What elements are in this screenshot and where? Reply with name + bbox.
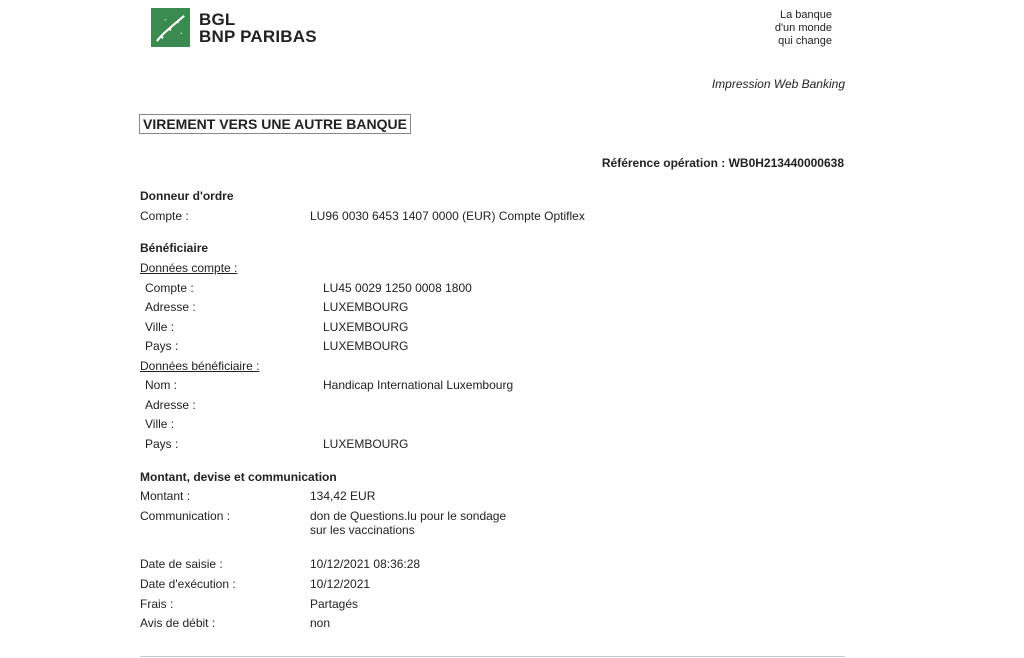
- benef-pays2-value: LUXEMBOURG: [323, 437, 409, 451]
- benef-ville2-label: Ville :: [145, 417, 175, 431]
- montant-value: 134,42 EUR: [310, 489, 376, 503]
- communication-line-2: sur les vaccinations: [310, 523, 415, 537]
- benef-pays-label: Pays :: [145, 339, 179, 353]
- bgl-logo: [151, 8, 317, 47]
- tagline-line-1: La banque: [780, 9, 832, 21]
- avis-debit-label: Avis de débit :: [140, 616, 216, 630]
- date-execution-value: 10/12/2021: [310, 577, 371, 591]
- beneficiaire-heading: Bénéficiaire: [140, 241, 209, 255]
- tagline: [775, 9, 832, 48]
- benef-nom-label: Nom :: [145, 378, 178, 392]
- date-saisie-value: 10/12/2021 08:36:28: [310, 557, 421, 571]
- benef-ville-value: LUXEMBOURG: [323, 320, 409, 334]
- donneur-compte-label: Compte :: [140, 209, 189, 223]
- benef-compte-value: LU45 0029 1250 0008 1800: [323, 281, 472, 295]
- tagline-line-2: d'un monde: [774, 22, 832, 34]
- communication-value: [310, 509, 506, 537]
- bottom-divider: [140, 656, 845, 657]
- frais-value: Partagés: [310, 597, 359, 611]
- benef-pays2-label: Pays :: [145, 437, 179, 451]
- montant-label: Montant :: [140, 489, 191, 503]
- montant-heading: Montant, devise et communication: [140, 470, 337, 484]
- frais-label: Frais :: [140, 597, 174, 611]
- donnees-compte-heading: Données compte :: [140, 261, 238, 275]
- benef-ville-label: Ville :: [145, 320, 175, 334]
- benef-pays-value: LUXEMBOURG: [323, 339, 409, 353]
- date-saisie-label: Date de saisie :: [140, 557, 223, 571]
- benef-adresse-value: LUXEMBOURG: [323, 300, 409, 314]
- date-execution-label: Date d'exécution :: [140, 577, 236, 591]
- communication-label: Communication :: [140, 509, 231, 523]
- operation-reference: Référence opération : WB0H213440000638: [601, 156, 844, 170]
- brand-line-1: BGL: [199, 9, 236, 29]
- avis-debit-value: non: [310, 616, 331, 630]
- benef-adresse2-label: Adresse :: [145, 398, 196, 412]
- benef-adresse-label: Adresse :: [145, 300, 196, 314]
- bnp-stars-logo-icon: [151, 8, 190, 47]
- benef-compte-label: Compte :: [145, 281, 194, 295]
- document-title: VIREMENT VERS UNE AUTRE BANQUE: [139, 114, 411, 134]
- donnees-beneficiaire-heading: Données bénéficiaire :: [140, 359, 260, 373]
- donneur-heading: Donneur d'ordre: [140, 189, 234, 203]
- benef-nom-value: Handicap International Luxembourg: [323, 378, 514, 392]
- brand-line-2: BNP PARIBAS: [199, 26, 317, 46]
- communication-line-1: don de Questions.lu pour le sondage: [310, 509, 507, 523]
- donneur-compte-value: LU96 0030 6453 1407 0000 (EUR) Compte Optiflex: [310, 209, 585, 223]
- tagline-line-3: qui change: [778, 35, 832, 47]
- impression-label: Impression Web Banking: [711, 77, 845, 91]
